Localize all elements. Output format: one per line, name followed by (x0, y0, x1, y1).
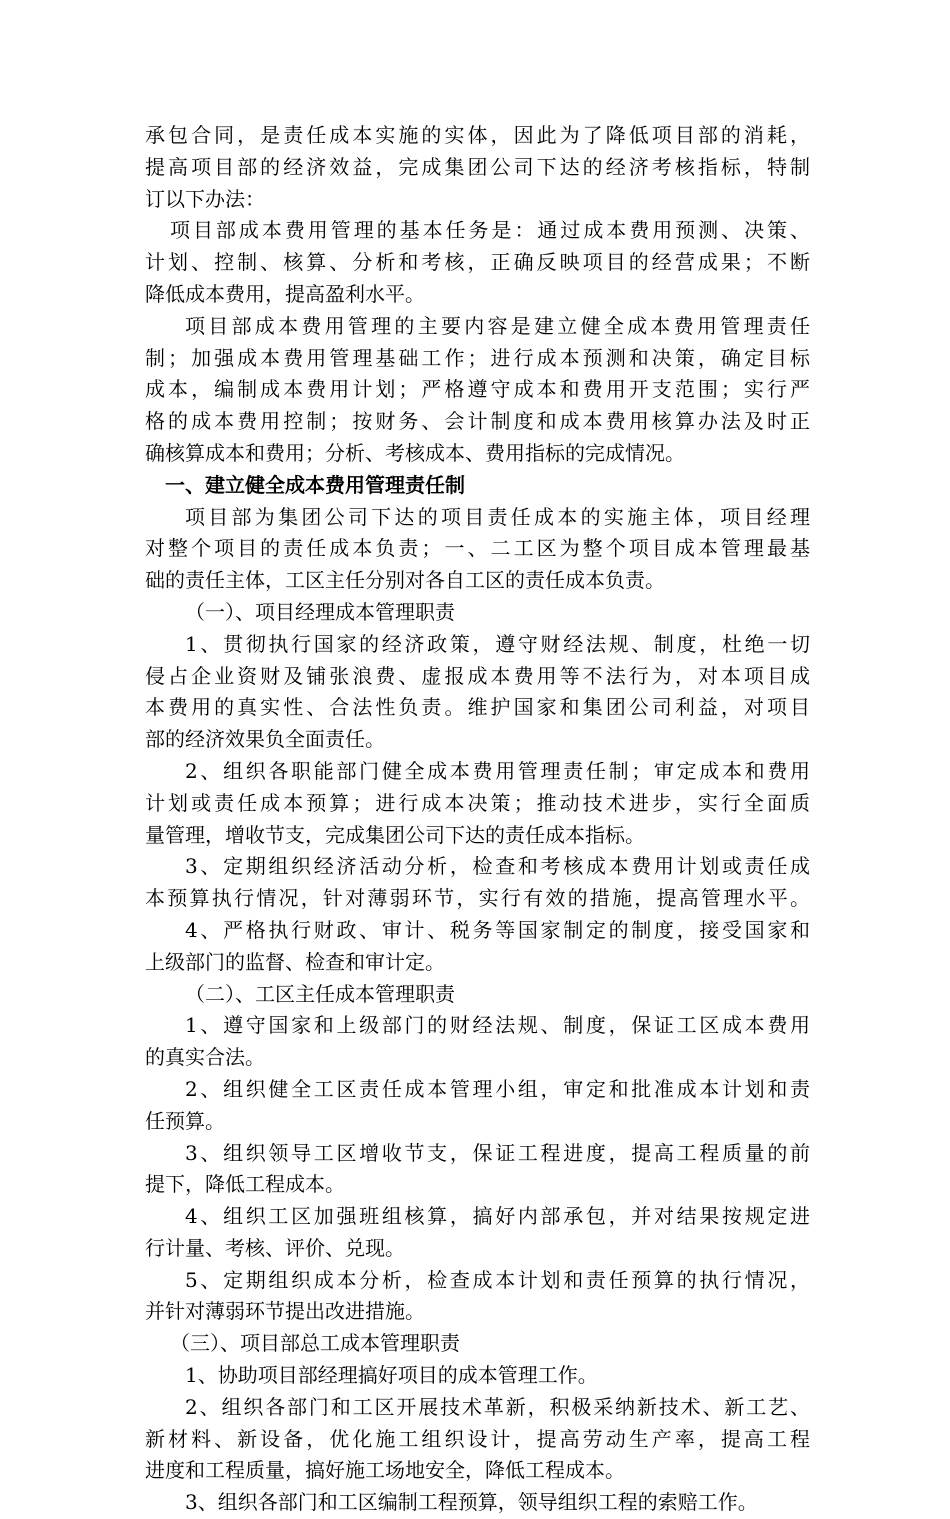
body-text-line: 侵占企业资财及铺张浪费、虚报成本费用等不法行为，对本项目成 (145, 663, 810, 688)
body-text-line: 本预算执行情况，针对薄弱环节，实行有效的措施，提高管理水平。 (145, 886, 810, 911)
section-heading: 一、建立健全成本费用管理责任制 (165, 472, 465, 497)
list-item-start: 1、贯彻执行国家的经济政策，遵守财经法规、制度，杜绝一切 (185, 631, 810, 656)
body-text-line: 上级部门的监督、检查和审计定。 (145, 949, 445, 974)
list-item-start: 1、遵守国家和上级部门的财经法规、制度，保证工区成本费用 (185, 1013, 810, 1038)
body-text-line: 对整个项目的责任成本负责；一、二工区为整个项目成本管理最基 (145, 536, 810, 561)
body-text-line: 部的经济效果负全面责任。 (145, 727, 385, 752)
list-item-start: 3、组织各部门和工区编制工程预算，领导组织工程的索赔工作。 (185, 1490, 758, 1515)
body-text-line: 成本，编制成本费用计划；严格遵守成本和费用开支范围；实行严 (145, 377, 810, 402)
body-text-line: 本费用的真实性、合法性负责。维护国家和集团公司利益，对项目 (145, 695, 810, 720)
body-text-line: 任预算。 (145, 1108, 225, 1133)
body-text-line: 确核算成本和费用；分析、考核成本、费用指标的完成情况。 (145, 440, 685, 465)
body-text-line: 的真实合法。 (145, 1045, 265, 1070)
paragraph-start: 项目部为集团公司下达的项目责任成本的实施主体，项目经理 (185, 504, 810, 529)
body-text-line: 行计量、考核、评价、兑现。 (145, 1235, 405, 1260)
list-item-start: 2、组织健全工区责任成本管理小组，审定和批准成本计划和责 (185, 1076, 810, 1101)
list-item-start: 2、组织各部门和工区开展技术革新，积极采纳新技术、新工艺、 (185, 1394, 810, 1419)
body-text-line: 制；加强成本费用管理基础工作；进行成本预测和决策，确定目标 (145, 345, 810, 370)
body-text-line: 并针对薄弱环节提出改进措施。 (145, 1299, 425, 1324)
body-text-line: 提下，降低工程成本。 (145, 1172, 345, 1197)
list-item-start: 4、严格执行财政、审计、税务等国家制定的制度，接受国家和 (185, 917, 810, 942)
paragraph-start: 项目部成本费用管理的主要内容是建立健全成本费用管理责任 (185, 313, 810, 338)
list-item-start: 4、组织工区加强班组核算，搞好内部承包，并对结果按规定进 (185, 1204, 810, 1229)
body-text-line: 计划、控制、核算、分析和考核，正确反映项目的经营成果；不断 (145, 250, 810, 275)
body-text-line: 订以下办法： (145, 186, 265, 211)
body-text-line: 提高项目部的经济效益，完成集团公司下达的经济考核指标，特制 (145, 154, 810, 179)
list-item-start: 5、定期组织成本分析，检查成本计划和责任预算的执行情况， (185, 1267, 810, 1292)
body-text-line: 新材料、新设备，优化施工组织设计，提高劳动生产率，提高工程 (145, 1426, 810, 1451)
body-text-line: 格的成本费用控制；按财务、会计制度和成本费用核算办法及时正 (145, 409, 810, 434)
document-page (145, 120, 810, 1519)
body-text-line: 进度和工程质量，搞好施工场地安全，降低工程成本。 (145, 1458, 625, 1483)
subsection-heading: （一）、项目经理成本管理职责 (185, 599, 455, 624)
list-item-start: 3、定期组织经济活动分析，检查和考核成本费用计划或责任成 (185, 854, 810, 879)
body-text-line: 承包合同，是责任成本实施的实体，因此为了降低项目部的消耗， (145, 123, 810, 147)
paragraph-start: 项目部成本费用管理的基本任务是：通过成本费用预测、决策、 (170, 218, 810, 243)
list-item-start: 3、组织领导工区增收节支，保证工程进度，提高工程质量的前 (185, 1140, 810, 1165)
subsection-heading: （二）、工区主任成本管理职责 (185, 981, 455, 1006)
body-text-line: 计划或责任成本预算；进行成本决策；推动技术进步，实行全面质 (145, 790, 810, 815)
body-text-line: 降低成本费用，提高盈利水平。 (145, 281, 425, 306)
list-item-start: 1、协助项目部经理搞好项目的成本管理工作。 (185, 1363, 598, 1388)
body-text-line: 量管理，增收节支，完成集团公司下达的责任成本指标。 (145, 822, 645, 847)
subsection-heading: （三）、项目部总工成本管理职责 (170, 1331, 460, 1356)
body-text-line: 础的责任主体，工区主任分别对各自工区的责任成本负责。 (145, 568, 665, 593)
list-item-start: 2、组织各职能部门健全成本费用管理责任制；审定成本和费用 (185, 758, 810, 783)
